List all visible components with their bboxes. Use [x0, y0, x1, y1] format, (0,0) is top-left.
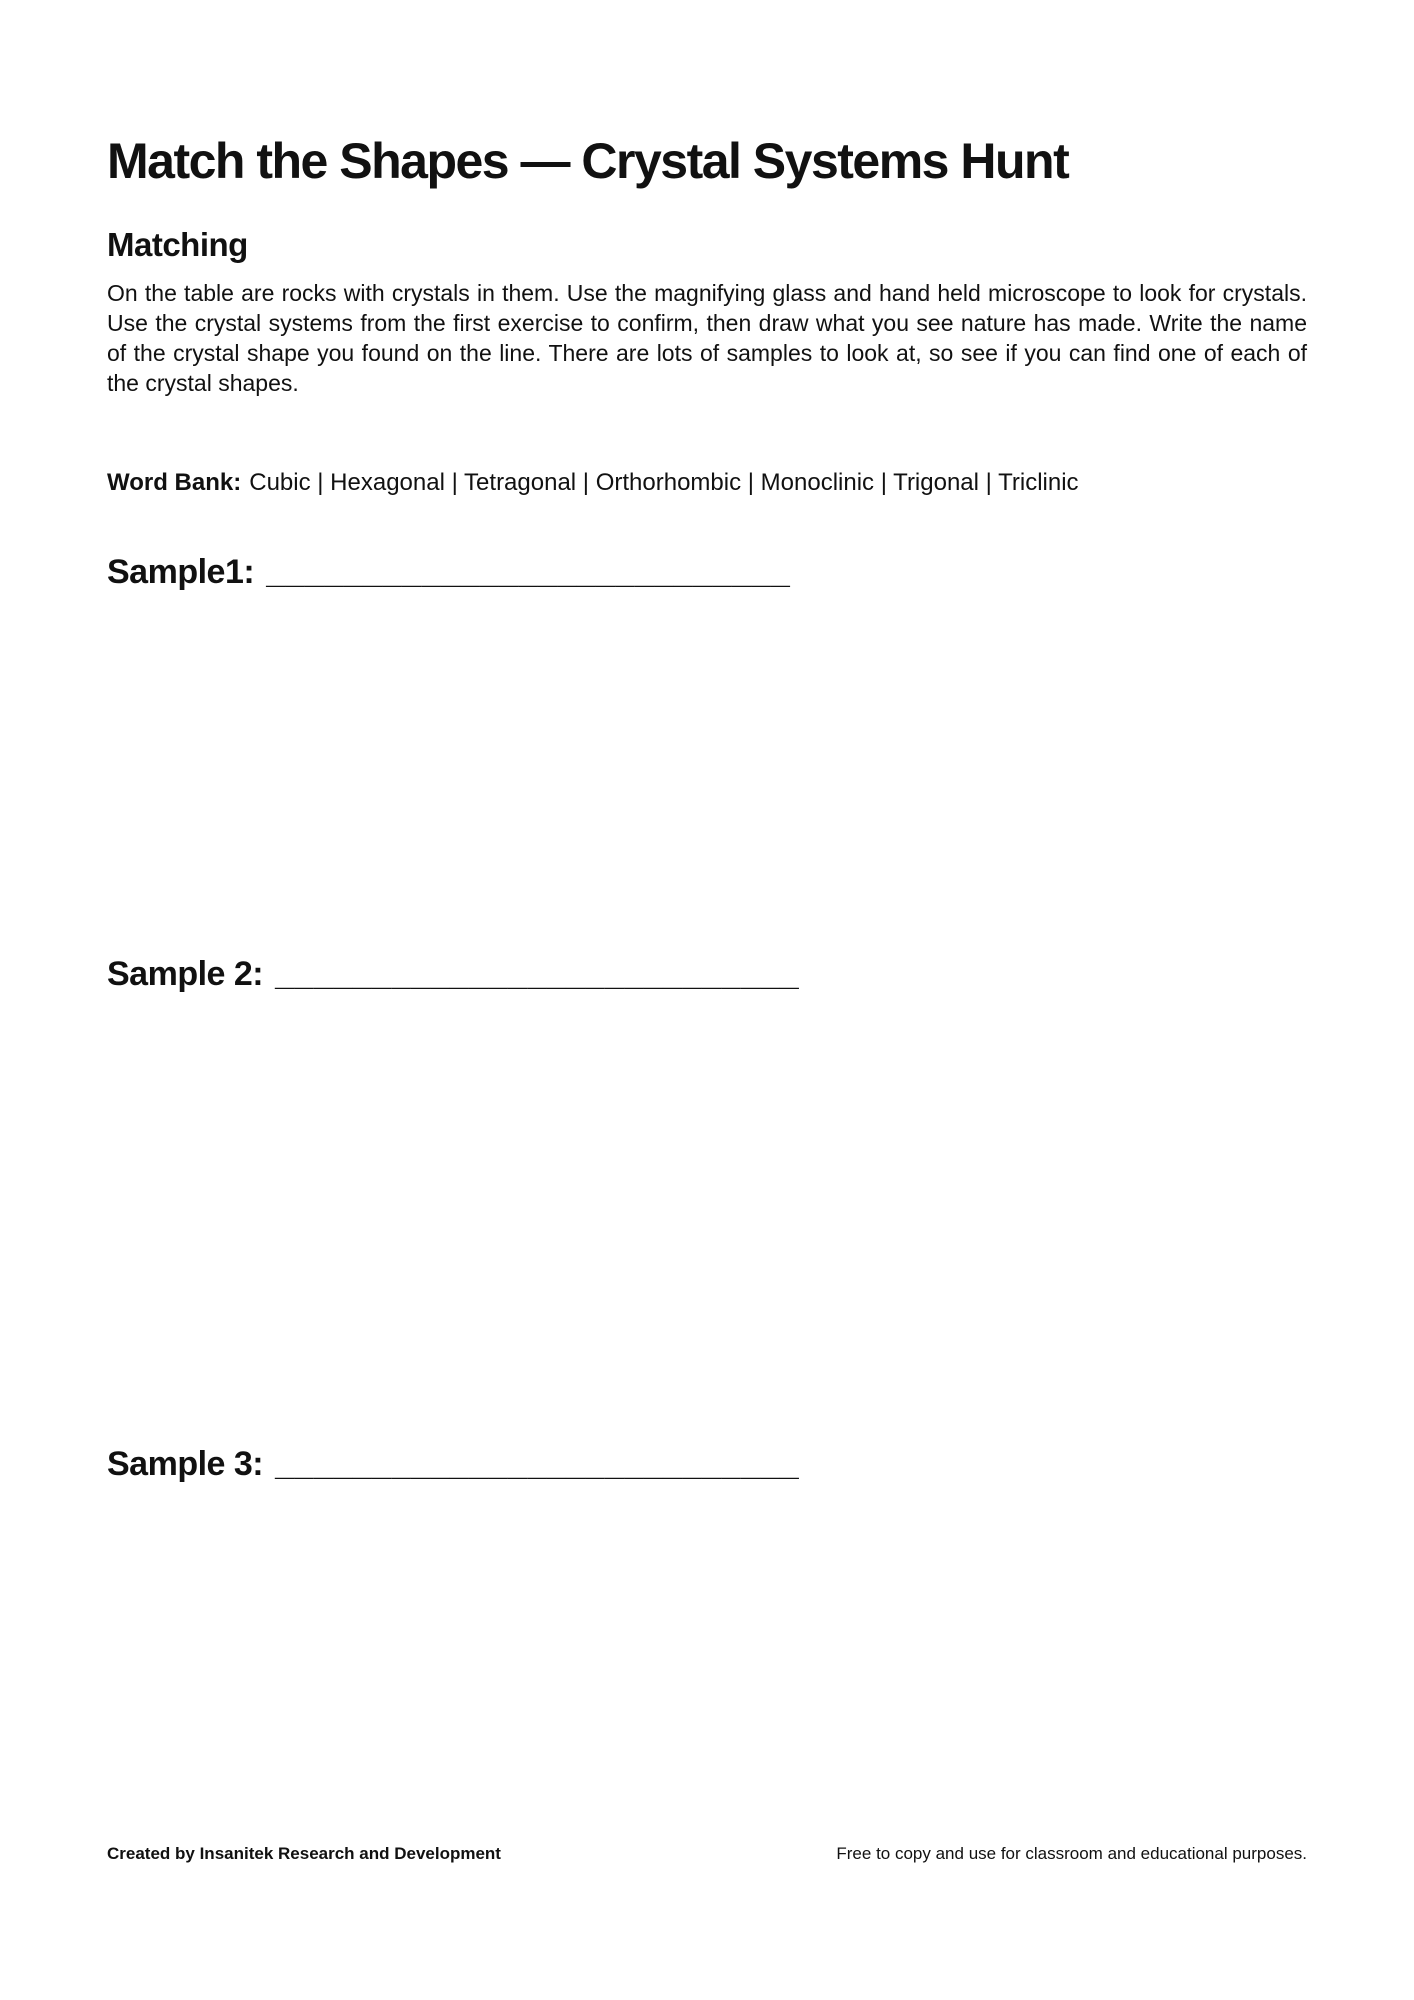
section-heading: Matching: [107, 226, 248, 263]
page-footer: [107, 1843, 1307, 1865]
sample-2-heading: [107, 955, 799, 994]
sample-3-label: Sample 3:: [107, 1445, 264, 1483]
sample-1-answer-blank[interactable]: ___________________________: [266, 553, 791, 591]
word-bank-words: Cubic | Hexagonal | Tetragonal | Orthorhombic | Monoclinic | Trigonal | Triclinic: [249, 469, 1079, 496]
sample-1-drawing-area[interactable]: [107, 620, 1307, 940]
sample-3-heading: [107, 1445, 799, 1484]
sample-1-heading: [107, 553, 790, 592]
footer-credit: Created by Insanitek Research and Development: [107, 1844, 501, 1863]
word-bank: [107, 468, 1307, 498]
sample-3-answer-blank[interactable]: ___________________________: [275, 1445, 800, 1483]
page-title: Match the Shapes — Crystal Systems Hunt: [107, 133, 1069, 189]
sample-2-drawing-area[interactable]: [107, 1020, 1307, 1420]
sample-2-answer-blank[interactable]: ___________________________: [275, 955, 800, 993]
word-bank-label: Word Bank:: [107, 469, 242, 496]
sample-3-drawing-area[interactable]: [107, 1510, 1307, 1820]
sample-1-label: Sample1:: [107, 553, 255, 591]
sample-2-label: Sample 2:: [107, 955, 264, 993]
footer-license: Free to copy and use for classroom and educational purposes.: [836, 1844, 1307, 1863]
instructions-paragraph: On the table are rocks with crystals in them. Use the magnifying glass and hand held microscope to look for crystals. Use the crystal systems from the first exercise to confirm, then draw what you see nature has made. Write the name of the crystal shape you found on the line. There are lots of samples to look at, so see if you can find one of each of the crystal shapes.: [107, 280, 1307, 396]
